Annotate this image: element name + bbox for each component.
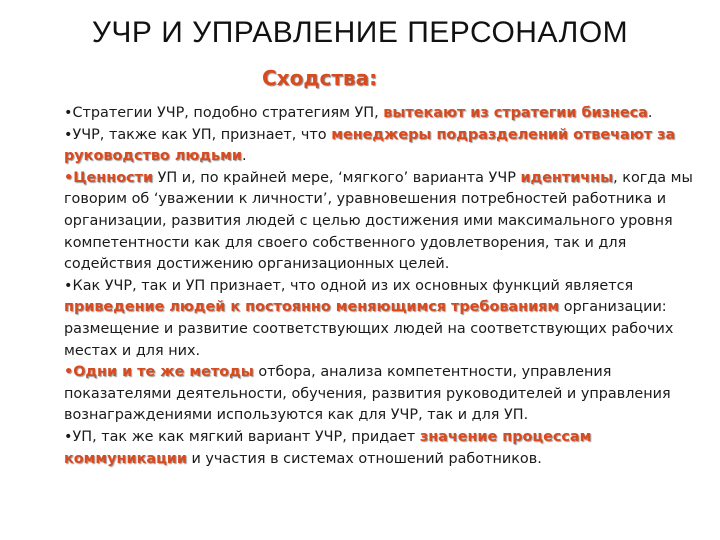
highlighted-text: приведение людей к постоянно меняющимся требованиям (64, 299, 560, 316)
text-run: •УЧР, также как УП, признает, что (64, 126, 332, 143)
slide-subtitle: Сходства: (262, 66, 378, 90)
highlighted-text: •Одни и те же методы (64, 364, 254, 381)
highlighted-text: вытекают из стратегии бизнеса (383, 105, 648, 121)
text-run: •УП, так же как мягкий вариант УЧР, придает (64, 428, 420, 445)
slide-title: УЧР И УПРАВЛЕНИЕ ПЕРСОНАЛОМ (91, 16, 629, 49)
bullet-paragraph (64, 276, 704, 362)
text-run: . (241, 148, 247, 165)
highlighted-text: значение процессам коммуникации (64, 428, 592, 467)
text-run: УП и, по крайней мере, ‘мягкого’ варианта УЧР (153, 169, 521, 186)
text-run: организации: размещение и развитие соответствующих людей на соответствующих рабочих местах и для них. (64, 299, 674, 359)
highlighted-text: идентичны (520, 169, 614, 186)
text-run: отбора, анализа компетентности, управления показателями деятельности, обучения, развития руководителей и управления вознаграждениями используются как для УЧР, так и для УП. (64, 364, 671, 424)
bullet-paragraph (64, 362, 704, 427)
bullet-paragraph (64, 427, 704, 470)
highlighted-text: менеджеры подразделений отвечают за руководство людьми (64, 126, 676, 165)
bullet-paragraph (64, 168, 704, 276)
text-run: •Как УЧР, так и УП признает, что одной из их основных функций является (64, 277, 634, 294)
bullet-paragraph (64, 103, 704, 125)
slide-body (64, 103, 704, 470)
text-run: •Стратегии УЧР, подобно стратегиям УП, (64, 105, 384, 121)
text-run: и участия в системах отношений работников. (186, 450, 542, 467)
text-run: , когда мы говорим об ‘уважении к личности’, уравновешения потребностей работника и организации, развития людей с целью достижения ими максимального уровня компетентности как для своего собственного удовлетворения, так и для содействия достижению организационных целей. (64, 169, 693, 273)
bullet-paragraph (64, 125, 704, 168)
highlighted-text: •Ценности (64, 169, 154, 186)
text-run: . (647, 105, 653, 121)
